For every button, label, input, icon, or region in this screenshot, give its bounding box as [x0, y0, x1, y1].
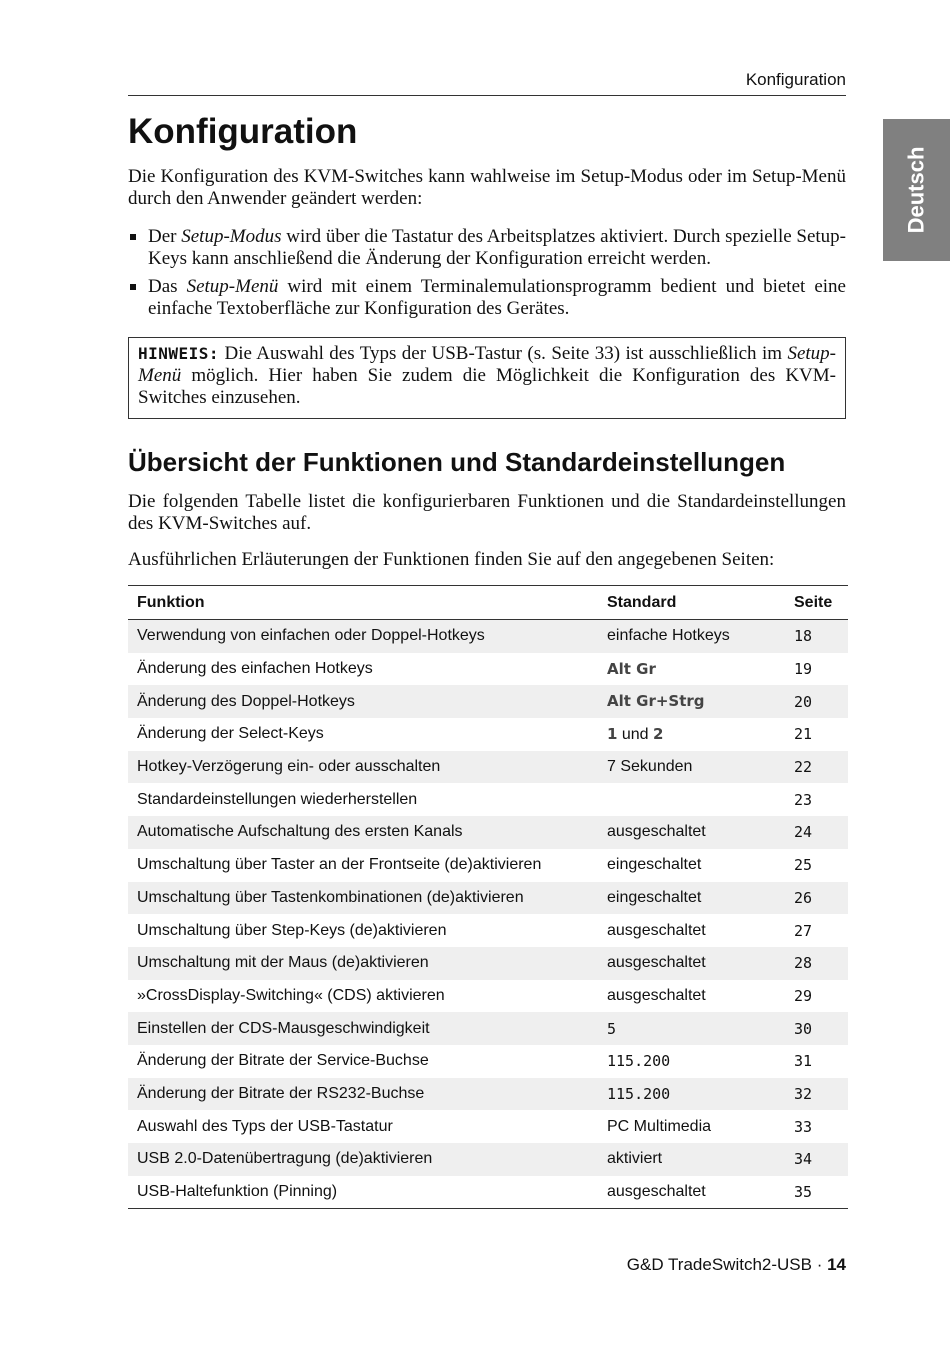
page-cell: 30	[785, 1012, 848, 1045]
key-label: Alt Gr+Strg	[607, 692, 705, 711]
function-cell: »CrossDisplay-Switching« (CDS) aktivieren	[137, 986, 445, 1004]
language-tab-label: Deutsch	[903, 146, 929, 234]
default-cell: ausgeschaltet	[598, 816, 785, 849]
function-cell: Hotkey-Verzögerung ein- oder ausschalten	[128, 751, 598, 784]
list-item: Das Setup-Menü wird mit einem Terminalemulationsprogramm bedient und bietet eine einfache Textoberfläche zur Konfiguration des Gerätes.	[128, 276, 846, 320]
default-cell: aktiviert	[598, 1143, 785, 1176]
running-header-title: Konfiguration	[745, 70, 846, 89]
table-row	[128, 620, 848, 653]
function-cell: Umschaltung über Taster an der Frontseite (de)aktivieren	[137, 856, 542, 874]
column-header-function: Funktion	[128, 586, 598, 620]
default-cell: ausgeschaltet	[598, 947, 785, 980]
table-row	[128, 980, 848, 1013]
function-cell: Einstellen der CDS-Mausgeschwindigkeit	[128, 1012, 598, 1045]
default-cell: eingeschaltet	[607, 856, 702, 874]
functions-table	[128, 585, 848, 1209]
default-cell: 1 und 2	[607, 724, 664, 743]
page-footer	[128, 1255, 846, 1275]
table-row	[128, 751, 848, 784]
key-label: Alt Gr	[607, 659, 656, 678]
default-cell: ausgeschaltet	[607, 986, 706, 1004]
setup-mode-term: Setup-Modus	[181, 226, 282, 247]
function-cell: Änderung des Doppel-Hotkeys	[128, 685, 598, 718]
default-cell	[598, 783, 785, 816]
footer-product: G&D TradeSwitch2-USB ·	[626, 1255, 828, 1274]
function-cell: Automatische Aufschaltung des ersten Kanals	[128, 816, 598, 849]
table-row	[128, 1012, 848, 1045]
table-row	[128, 685, 848, 718]
page-cell: 33	[794, 1117, 813, 1136]
language-tab	[883, 119, 950, 261]
column-header-page: Seite	[785, 586, 848, 620]
page-cell: 31	[794, 1052, 813, 1071]
key-label: 2	[653, 724, 664, 743]
table-header-row	[128, 586, 848, 620]
table-row	[128, 849, 848, 882]
function-cell: Umschaltung mit der Maus (de)aktivieren	[128, 947, 598, 980]
default-cell: 115.200	[598, 1078, 785, 1111]
table-row	[128, 1045, 848, 1078]
list-item: Der Setup-Modus wird über die Tastatur des Arbeitsplatzes aktiviert. Durch spezielle Setup-Keys kann anschließend die Änderung der Konfiguration erreicht werden.	[128, 226, 846, 270]
table-row	[128, 1110, 848, 1143]
default-cell: ausgeschaltet	[607, 1183, 706, 1201]
table-row	[128, 1143, 848, 1176]
page-cell: 35	[794, 1183, 813, 1202]
default-cell: 115.200	[607, 1052, 671, 1071]
page-cell: 18	[785, 620, 848, 653]
page-cell: 26	[785, 882, 848, 915]
page-cell: 21	[794, 725, 813, 744]
page-cell: 23	[794, 790, 813, 809]
page-cell: 19	[794, 660, 813, 679]
page-number: 14	[827, 1255, 846, 1274]
function-cell: Änderung der Bitrate der Service-Buchse	[137, 1052, 429, 1070]
table-row	[128, 1176, 848, 1209]
default-cell: 7 Sekunden	[598, 751, 785, 784]
page-cell: 34	[785, 1143, 848, 1176]
function-cell: Umschaltung über Tastenkombinationen (de)aktivieren	[128, 882, 598, 915]
key-label: 1	[607, 724, 618, 743]
function-cell: Auswahl des Typs der USB-Tastatur	[137, 1117, 393, 1135]
setup-menu-term: Setup-Menü	[186, 276, 279, 297]
page-cell: 32	[785, 1078, 848, 1111]
table-row	[128, 816, 848, 849]
function-cell: Standardeinstellungen wiederherstellen	[137, 790, 418, 808]
function-cell: Änderung der Bitrate der RS232-Buchse	[128, 1078, 598, 1111]
page-cell: 24	[785, 816, 848, 849]
default-cell: PC Multimedia	[607, 1117, 712, 1135]
page-title: Konfiguration	[128, 112, 358, 151]
default-cell: 5	[598, 1012, 785, 1045]
function-cell: Verwendung von einfachen oder Doppel-Hotkeys	[128, 620, 598, 653]
default-cell: ausgeschaltet	[607, 921, 706, 939]
page-cell: 29	[794, 986, 813, 1005]
default-cell: eingeschaltet	[598, 882, 785, 915]
page-cell: 27	[794, 921, 813, 940]
mode-list	[128, 226, 846, 320]
column-header-default: Standard	[598, 586, 785, 620]
page-cell: 25	[794, 856, 813, 875]
note-term: Setup-Menü	[138, 343, 836, 386]
page-content	[128, 108, 846, 1209]
table-row	[128, 1078, 848, 1111]
function-cell: USB 2.0-Datenübertragung (de)aktivieren	[128, 1143, 598, 1176]
function-cell: USB-Haltefunktion (Pinning)	[137, 1183, 338, 1201]
function-cell: Änderung der Select-Keys	[137, 725, 324, 743]
section-intro-2: Ausführlichen Erläuterungen der Funktionen finden Sie auf den angegebenen Seiten:	[128, 549, 775, 570]
note-box: HINWEIS: Die Auswahl des Typs der USB-Tastur (s. Seite 33) ist ausschließlich im Setup-Menü möglich. Hier haben Sie zudem die Möglichkeit die Konfiguration des KVM-Switches einzusehen.	[128, 337, 846, 419]
section-title: Übersicht der Funktionen und Standardeinstellungen	[128, 447, 786, 477]
running-header	[128, 70, 846, 96]
table-row	[128, 947, 848, 980]
table-row	[128, 783, 848, 816]
default-cell	[598, 653, 785, 686]
table-row	[128, 882, 848, 915]
section-intro: Die folgenden Tabelle listet die konfigurierbaren Funktionen und die Standardeinstellungen des KVM-Switches auf.	[128, 491, 846, 534]
table-row	[128, 914, 848, 947]
page-cell: 20	[785, 685, 848, 718]
note-label: HINWEIS:	[138, 344, 220, 363]
function-cell: Änderung des einfachen Hotkeys	[137, 660, 373, 678]
intro-paragraph: Die Konfiguration des KVM-Switches kann wahlweise im Setup-Modus oder im Setup-Menü durch den Anwender geändert werden:	[128, 166, 846, 209]
table-row	[128, 653, 848, 686]
page-cell: 22	[785, 751, 848, 784]
default-cell: einfache Hotkeys	[598, 620, 785, 653]
default-cell	[598, 685, 785, 718]
page-cell: 28	[785, 947, 848, 980]
table-row	[128, 718, 848, 751]
function-cell: Umschaltung über Step-Keys (de)aktivieren	[137, 921, 447, 939]
